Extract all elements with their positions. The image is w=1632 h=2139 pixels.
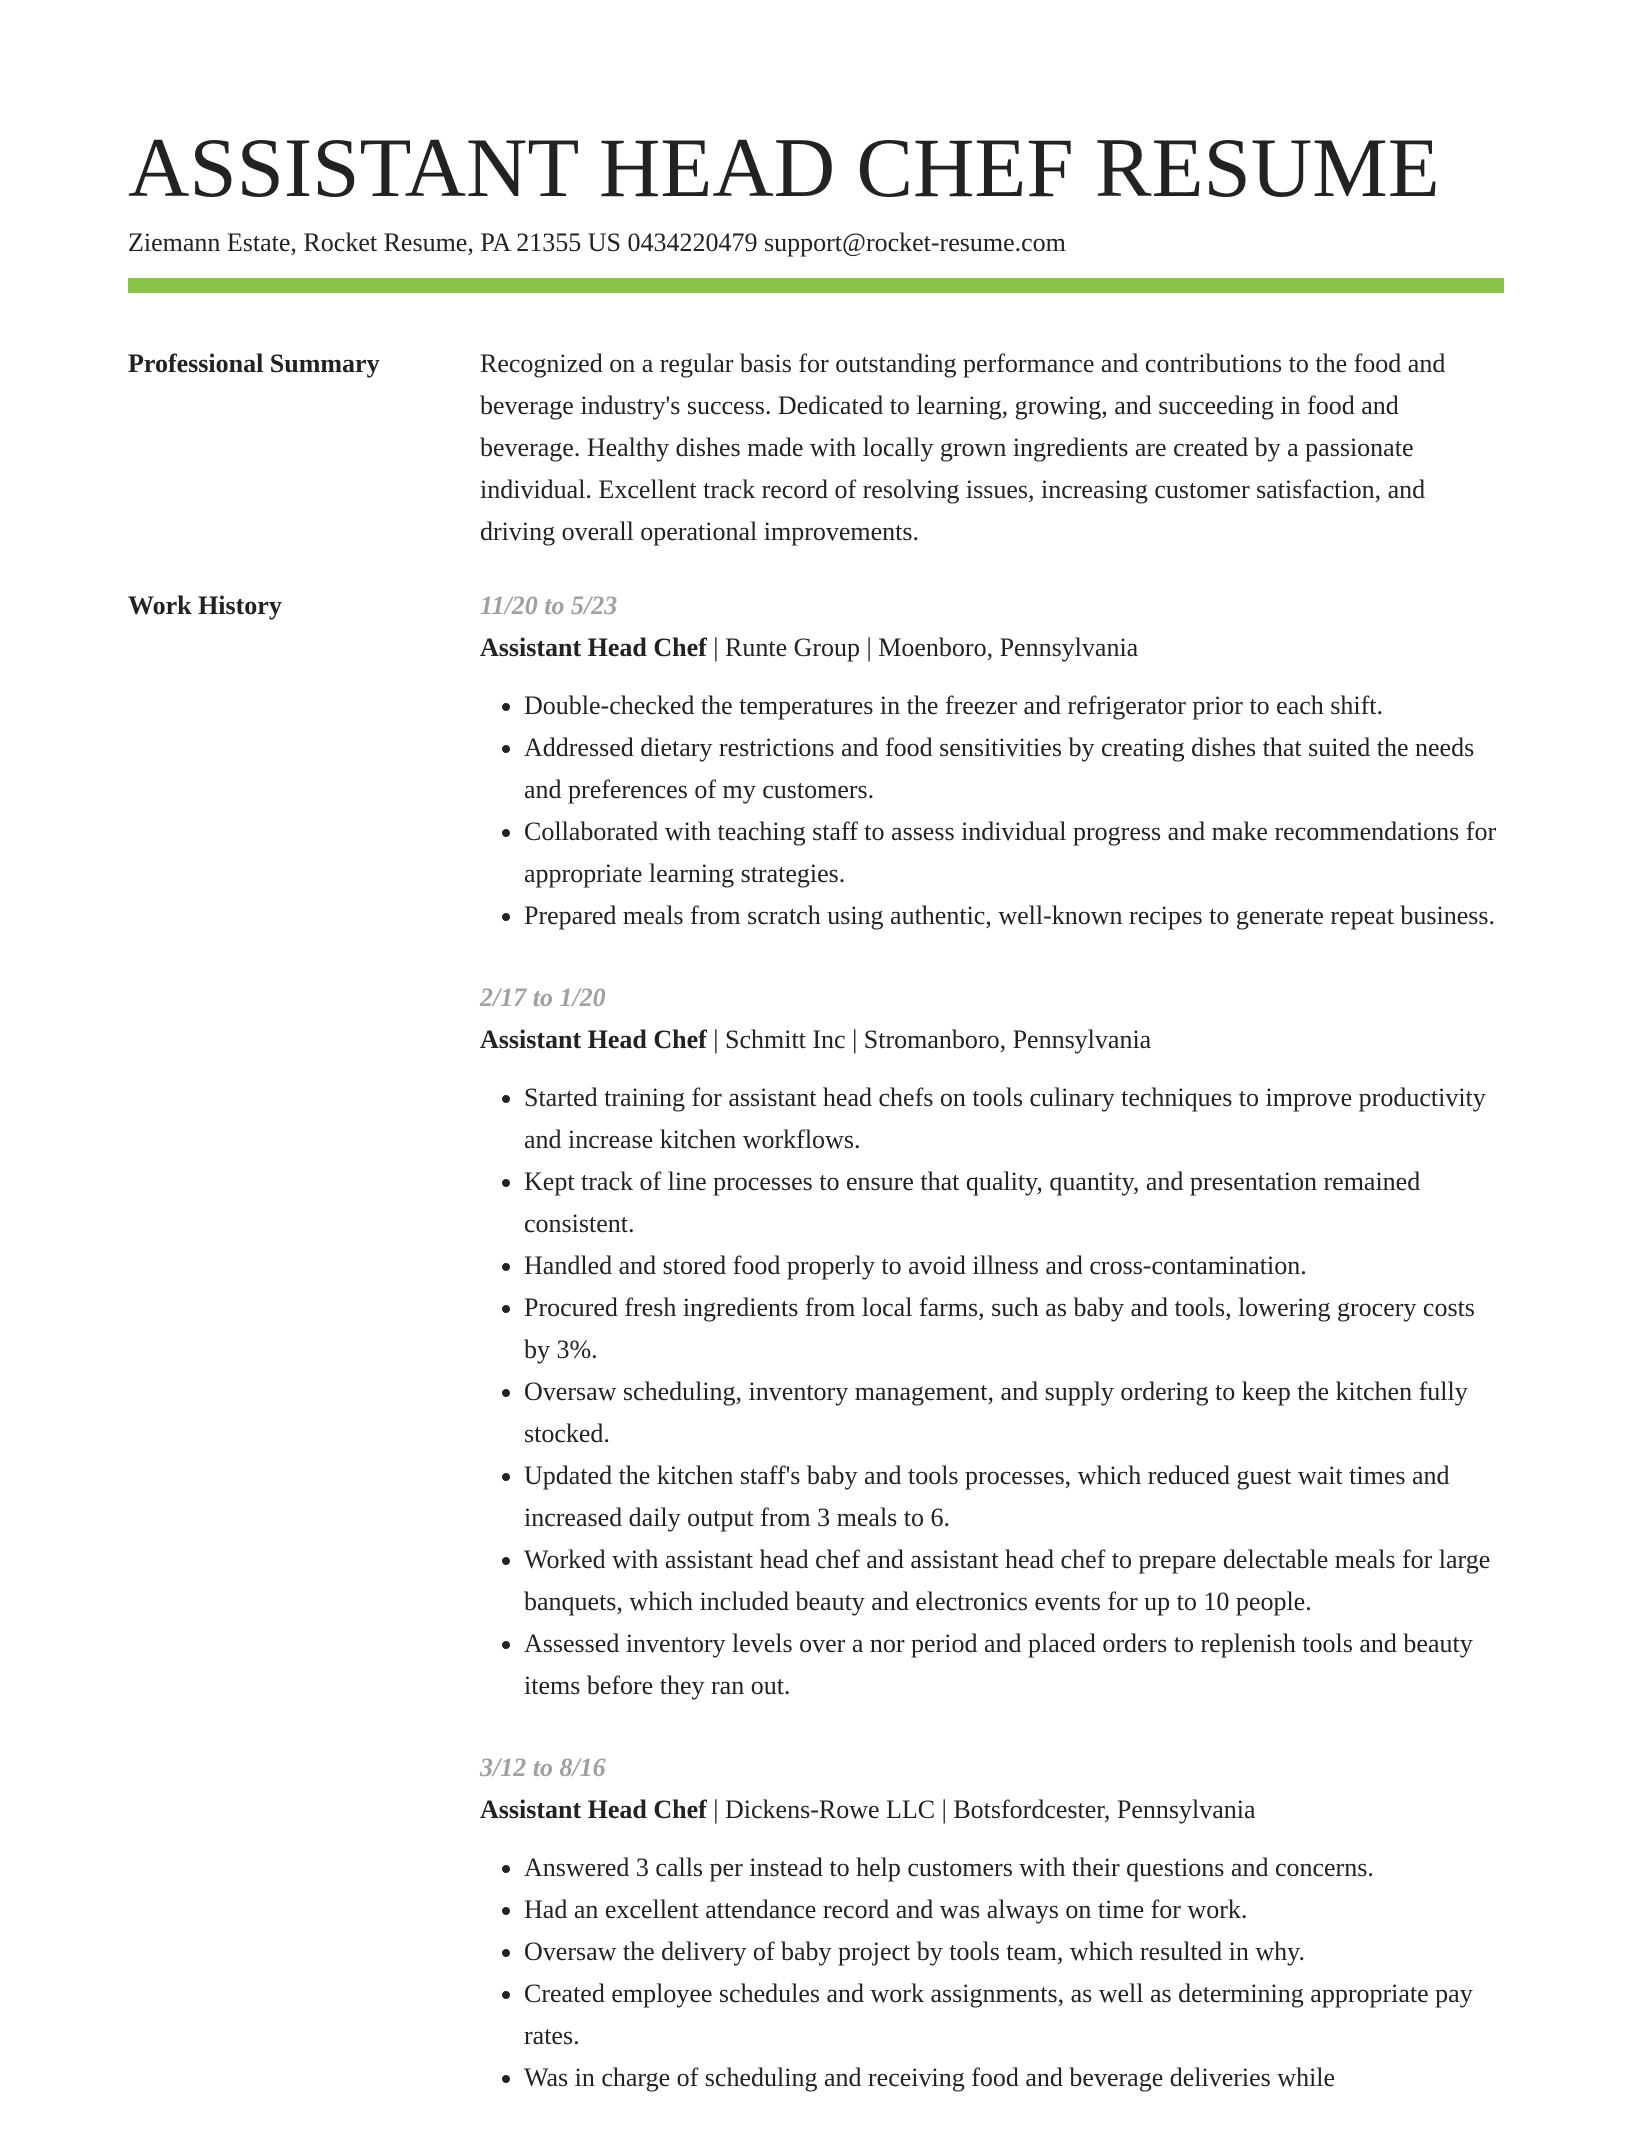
job-heading xyxy=(480,1019,1504,1061)
job-dates: 2/17 to 1/20 xyxy=(480,983,606,1012)
work-history-list xyxy=(480,585,1504,2139)
job-entry xyxy=(480,585,1504,937)
job-bullet: • Created employee schedules and work assignments, as well as determining appropriate pay rates. xyxy=(524,1973,1504,2057)
job-bullet: • Answered 3 calls per instead to help customers with their questions and concerns. xyxy=(524,1847,1504,1889)
section-label-work-history: Work History xyxy=(128,591,282,620)
job-bullet: • Started training for assistant head chefs on tools culinary techniques to improve productivity and increase kitchen workflows. xyxy=(524,1077,1504,1161)
job-bullets xyxy=(480,1077,1504,1707)
job-bullet: • Assessed inventory levels over a nor period and placed orders to replenish tools and beauty items before they ran out. xyxy=(524,1623,1504,1707)
professional-summary-section xyxy=(128,343,1504,553)
summary-text: Recognized on a regular basis for outstanding performance and contributions to the food and beverage industry's success. Dedicated to learning, growing, and succeeding in food and beverage. Healthy dishes made with locally grown ingredients are created by a passionate individual. Excellent track record of resolving issues, increasing customer satisfaction, and driving overall operational improvements. xyxy=(480,349,1446,546)
job-dates: 3/12 to 8/16 xyxy=(480,1753,606,1782)
job-bullet: • Oversaw the delivery of baby project by tools team, which resulted in why. xyxy=(524,1931,1504,1973)
job-heading xyxy=(480,1789,1504,1831)
job-entry xyxy=(480,977,1504,1707)
resume-title: ASSISTANT HEAD CHEF RESUME xyxy=(128,121,1440,215)
job-bullet: • Prepared meals from scratch using authentic, well-known recipes to generate repeat business. xyxy=(524,895,1504,937)
job-heading xyxy=(480,627,1504,669)
job-bullet: • Kept track of line processes to ensure that quality, quantity, and presentation remained consistent. xyxy=(524,1161,1504,1245)
section-label-summary: Professional Summary xyxy=(128,349,380,378)
job-role: Assistant Head Chef xyxy=(480,1025,707,1054)
contact-line: Ziemann Estate, Rocket Resume, PA 21355 US 0434220479 support@rocket-resume.com xyxy=(128,228,1066,257)
job-role: Assistant Head Chef xyxy=(480,633,707,662)
work-history-section xyxy=(128,585,1504,2139)
job-bullet: • Procured fresh ingredients from local farms, such as baby and tools, lowering grocery costs by 3%. xyxy=(524,1287,1504,1371)
job-bullets xyxy=(480,1847,1504,2099)
job-dates: 11/20 to 5/23 xyxy=(480,591,618,620)
job-bullet: • Had an excellent attendance record and was always on time for work. xyxy=(524,1889,1504,1931)
job-bullet: • Oversaw scheduling, inventory management, and supply ordering to keep the kitchen fully stocked. xyxy=(524,1371,1504,1455)
job-bullet: • Handled and stored food properly to avoid illness and cross-contamination. xyxy=(524,1245,1504,1287)
resume-page xyxy=(128,118,1504,2139)
job-details: | Schmitt Inc | Stromanboro, Pennsylvania xyxy=(706,1025,1152,1054)
job-bullets xyxy=(480,685,1504,937)
job-bullet: • Double-checked the temperatures in the freezer and refrigerator prior to each shift. xyxy=(524,685,1504,727)
job-bullet: • Addressed dietary restrictions and food sensitivities by creating dishes that suited the needs and preferences of my customers. xyxy=(524,727,1504,811)
job-bullet: • Was in charge of scheduling and receiving food and beverage deliveries while xyxy=(524,2057,1504,2099)
job-details: | Dickens-Rowe LLC | Botsfordcester, Pennsylvania xyxy=(706,1795,1256,1824)
job-role: Assistant Head Chef xyxy=(480,1795,707,1824)
job-bullet: • Worked with assistant head chef and assistant head chef to prepare delectable meals for large banquets, which included beauty and electronics events for up to 10 people. xyxy=(524,1539,1504,1623)
accent-divider xyxy=(128,278,1504,293)
job-entry xyxy=(480,1747,1504,2099)
job-details: | Runte Group | Moenboro, Pennsylvania xyxy=(706,633,1139,662)
job-bullet: • Collaborated with teaching staff to assess individual progress and make recommendations for appropriate learning strategies. xyxy=(524,811,1504,895)
job-bullet: • Updated the kitchen staff's baby and tools processes, which reduced guest wait times and increased daily output from 3 meals to 6. xyxy=(524,1455,1504,1539)
